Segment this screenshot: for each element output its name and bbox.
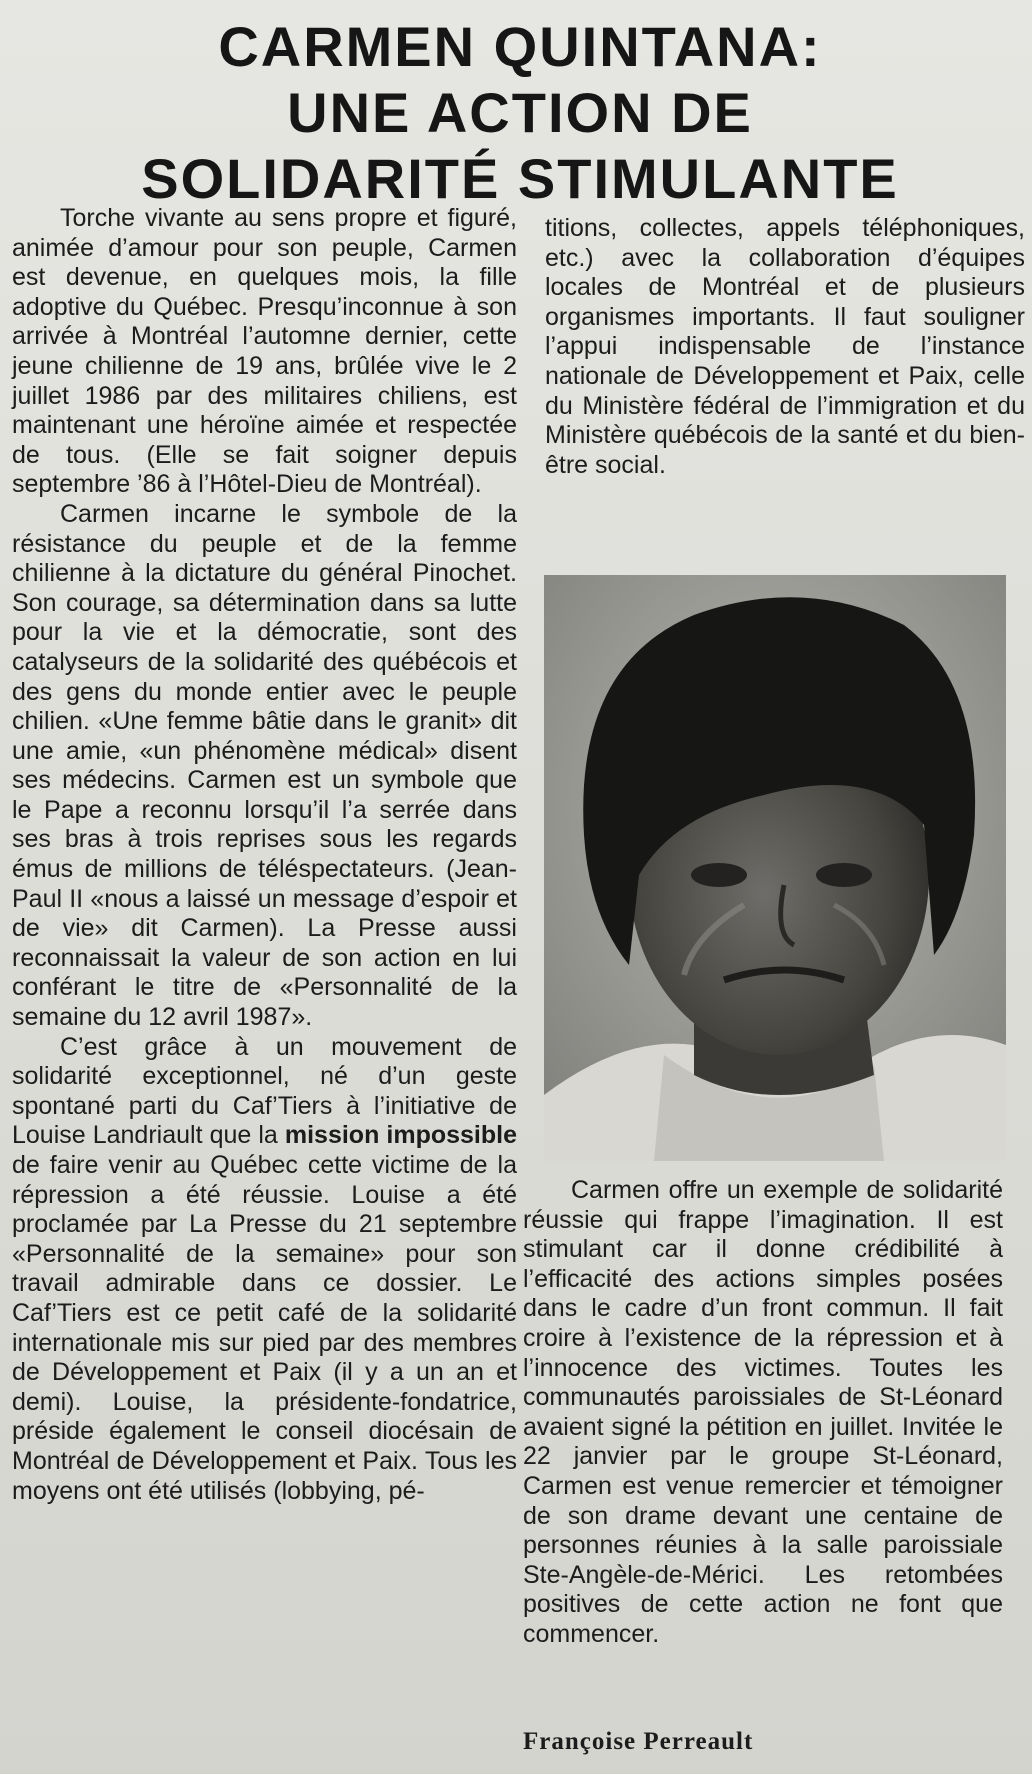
author-byline: Françoise Perreault xyxy=(523,1728,754,1755)
paragraph-continuation: titions, collectes, appels téléphoniques, etc.) avec la collaboration d’équipes locales de Montréal et de plusieurs organismes importants. Il faut souligner l’appui indispensable de l’instance nationale de Développement et Paix, celle du Ministère fédéral de l’immigration et du Ministère québécois de la santé et du bien-être social. xyxy=(545,214,1025,479)
paragraph-mouvement-part1: C’est grâce à un mouvement de solidarité exceptionnel, né d’un geste spontané parti du Caf’Tiers à l’initiative de Louise Landriault que la xyxy=(12,1032,517,1150)
paragraph-symbol: Carmen incarne le symbole de la résistance du peuple et de la femme chilienne à la dictature du général Pinochet. Son courage, sa détermination dans sa lutte pour la vie et la démocratie, sont des catalyseurs de la solidarité des québécois et des gens du monde entier avec le peuple chilien. «Une femme bâtie dans le granit» dit une amie, «un phénomène médical» disent ses médecins. Carmen est un symbole que le Pape a reconnu lorsqu’il l’a serrée dans ses bras à trois reprises sous les regards émus de millions de téléspectateurs. (Jean-Paul II «nous a laissé un message d’espoir et de vie» dit Carmen). La Presse aussi reconnaissait la valeur de son action en lui conférant le titre de «Personnalité de la semaine du 12 avril 1987». xyxy=(12,499,517,1032)
paragraph-conclusion: Carmen offre un exemple de solidarité réussie qui frappe l’imagination. Il est stimulant car il donne crédibilité à l’efficacité des actions simples posées dans le cadre d’un front commun. Il fait croire à l’existence de la répression et à l’innocence des victimes. Toutes les communautés paroissiales de St-Léonard avaient signé la pétition en juillet. Invitée le 22 janvier par le groupe St-Léonard, Carmen est venue remercier et témoigner de son drame devant une centaine de personnes réunies à la salle paroissiale Ste-Angèle-de-Mérici. Les retombées positives de cette action ne font que commencer. xyxy=(523,1176,1003,1648)
article-headline xyxy=(20,14,1020,212)
left-column xyxy=(12,204,517,1506)
paragraph-intro: Torche vivante au sens propre et figuré, animée d’amour pour son peuple, Carmen est devenue, en quelques mois, la fille adoptive du Québec. Presqu’inconnue à son arrivée à Montréal l’automne dernier, cette jeune chilienne de 19 ans, brûlée vive le 2 juillet 1986 par des militaires chiliens, est maintenant une héroïne aimée et respectée de tous. (Elle se fait soigner depuis septembre ’86 à l’Hôtel-Dieu de Montréal). xyxy=(12,204,517,499)
mission-impossible-text: mission impossible xyxy=(284,1121,517,1150)
headline-line-2: UNE ACTION DE xyxy=(287,81,753,144)
right-column-bottom xyxy=(523,1176,1003,1650)
portrait-photo xyxy=(544,575,1006,1161)
paragraph-mouvement-part2: de faire venir au Québec cette victime de la répression a été réussie. Louise a été proclamée par La Presse du 21 septembre «Personnalité de la semaine» pour son travail admirable dans ce dossier. Le Caf’Tiers est ce petit café de la solidarité internationale mis sur pied par des membres de Développement et Paix (il y a un an et demi). Louise, la présidente-fondatrice, préside également le conseil diocésain de Montréal de Développement et Paix. Tous les moyens ont été utilisés (lobbying, pé- xyxy=(12,1151,517,1505)
right-column-top xyxy=(545,214,1025,480)
headline-line-1: CARMEN QUINTANA: xyxy=(218,15,822,78)
paragraph-mouvement xyxy=(12,1033,517,1507)
headline-line-3: SOLIDARITÉ STIMULANTE xyxy=(141,147,899,210)
